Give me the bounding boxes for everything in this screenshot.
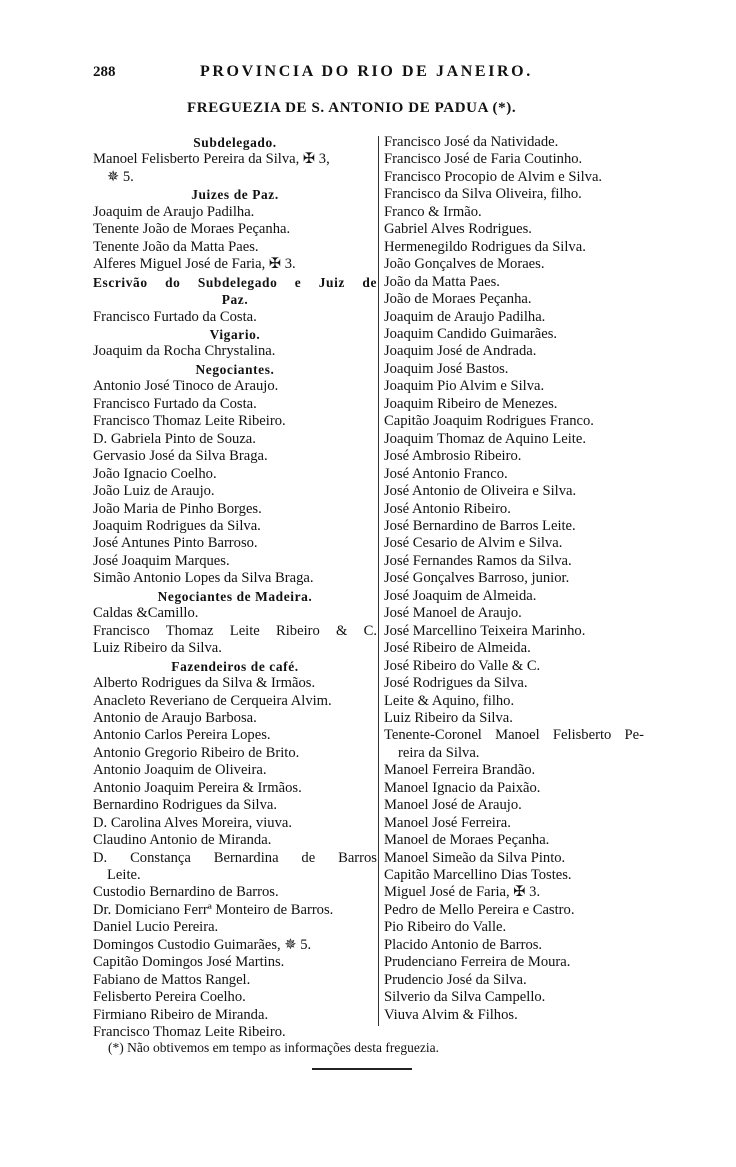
list-item: Capitão Joaquim Rodrigues Franco. xyxy=(384,413,594,430)
list-item: José Antonio de Oliveira e Silva. xyxy=(384,483,577,500)
end-rule xyxy=(312,1068,412,1070)
list-item: Tenente João de Moraes Peçanha. xyxy=(93,221,291,238)
list-item: Francisco Thomaz Leite Ribeiro. xyxy=(93,413,286,430)
list-item: José Joaquim Marques. xyxy=(93,552,230,569)
list-item: Antonio José Tinoco de Araujo. xyxy=(93,378,279,395)
list-item: ✵ 5. xyxy=(107,168,134,185)
list-item: Joaquim Candido Guimarães. xyxy=(384,325,558,342)
list-item: João Maria de Pinho Borges. xyxy=(93,500,262,517)
list-item: Joaquim Thomaz de Aquino Leite. xyxy=(384,430,586,447)
list-item: José Cesario de Alvim e Silva. xyxy=(384,535,563,552)
list-item: Fabiano de Mattos Rangel. xyxy=(93,971,251,988)
list-item: João Ignacio Coelho. xyxy=(93,465,217,482)
list-item: Franco & Irmão. xyxy=(384,203,482,220)
list-item: Custodio Bernardino de Barros. xyxy=(93,884,279,901)
list-item: José Fernandes Ramos da Silva. xyxy=(384,552,572,569)
list-item: José Gonçalves Barroso, junior. xyxy=(384,570,570,587)
list-item: Francisco Thomaz Leite Ribeiro & C. xyxy=(93,622,377,639)
list-item: Capitão Domingos José Martins. xyxy=(93,954,285,971)
list-item: Prudencio José da Silva. xyxy=(384,971,527,988)
list-item: Capitão Marcellino Dias Tostes. xyxy=(384,867,572,884)
section-title: FREGUEZIA DE S. ANTONIO DE PADUA (*). xyxy=(187,100,517,116)
list-item: Manoel José de Araujo. xyxy=(384,797,522,814)
list-item: João Luiz de Araujo. xyxy=(93,483,215,500)
section-heading: Paz. xyxy=(221,292,249,308)
section-heading: Vigario. xyxy=(209,326,261,342)
list-item: Claudino Antonio de Miranda. xyxy=(93,832,272,849)
list-item: José Manoel de Araujo. xyxy=(384,605,522,622)
list-item: Hermenegildo Rodrigues da Silva. xyxy=(384,238,586,255)
list-item: José Ribeiro de Almeida. xyxy=(384,640,531,657)
list-item: Joaquim da Rocha Chrystalina. xyxy=(93,343,276,360)
list-item: Prudenciano Ferreira de Moura. xyxy=(384,954,571,971)
list-item: Placido Antonio de Barros. xyxy=(384,936,543,953)
list-item: Tenente-Coronel Manoel Felisberto Pe- xyxy=(384,727,644,744)
list-item: Antonio Gregorio Ribeiro de Brito. xyxy=(93,744,300,761)
list-item: João Gonçalves de Moraes. xyxy=(384,256,545,273)
list-item: José Bernardino de Barros Leite. xyxy=(384,517,576,534)
list-item: Antonio de Araujo Barbosa. xyxy=(93,709,257,726)
list-item: Joaquim Rodrigues da Silva. xyxy=(93,517,261,534)
list-item: D. Constança Bernardina de Barros xyxy=(93,849,377,866)
list-item: Joaquim de Araujo Padilha. xyxy=(384,308,546,325)
list-item: José Marcellino Teixeira Marinho. xyxy=(384,622,586,639)
list-item: Antonio Joaquim de Oliveira. xyxy=(93,762,267,779)
list-item: Joaquim José Bastos. xyxy=(384,360,509,377)
list-item: Joaquim José de Andrada. xyxy=(384,343,537,360)
list-item: Francisco José de Faria Coutinho. xyxy=(384,151,583,168)
list-item: Dr. Domiciano Ferrª Monteiro de Barros. xyxy=(93,901,334,918)
list-item: Luiz Ribeiro da Silva. xyxy=(384,709,513,726)
list-item: Leite & Aquino, filho. xyxy=(384,692,515,709)
list-item: Manoel Ignacio da Paixão. xyxy=(384,779,541,796)
list-item: Francisco da Silva Oliveira, filho. xyxy=(384,186,582,203)
section-heading: Fazendeiros de café. xyxy=(171,658,299,674)
list-item: Firmiano Ribeiro de Miranda. xyxy=(93,1006,269,1023)
list-item: Bernardino Rodrigues da Silva. xyxy=(93,797,278,814)
list-item: Pio Ribeiro do Valle. xyxy=(384,919,507,936)
list-item: Antonio Joaquim Pereira & Irmãos. xyxy=(93,779,302,796)
list-item: Luiz Ribeiro da Silva. xyxy=(93,640,222,657)
footnote: (*) Não obtivemos em tempo as informações desta freguezia. xyxy=(108,1040,440,1055)
list-item: Tenente João da Matta Paes. xyxy=(93,238,259,255)
list-item: Francisco Thomaz Leite Ribeiro. xyxy=(93,1024,286,1041)
list-item: Joaquim Ribeiro de Menezes. xyxy=(384,395,558,412)
list-item: Alferes Miguel José de Faria, ✠ 3. xyxy=(93,256,296,273)
list-item: Silverio da Silva Campello. xyxy=(384,989,546,1006)
list-item: Alberto Rodrigues da Silva & Irmãos. xyxy=(93,675,316,692)
list-item: Joaquim de Araujo Padilha. xyxy=(93,203,255,220)
list-item: José Antonio Franco. xyxy=(384,465,508,482)
list-item: reira da Silva. xyxy=(398,744,480,761)
list-item: Manoel de Moraes Peçanha. xyxy=(384,832,550,849)
list-item: Leite. xyxy=(107,867,141,884)
list-item: João de Moraes Peçanha. xyxy=(384,291,532,308)
list-item: Manoel José Ferreira. xyxy=(384,814,511,831)
section-heading: Escrivão do Subdelegado e Juiz de xyxy=(93,274,377,290)
list-item: José Joaquim de Almeida. xyxy=(384,587,537,604)
section-heading: Juizes de Paz. xyxy=(191,187,279,203)
list-item: D. Carolina Alves Moreira, viuva. xyxy=(93,814,292,831)
list-item: Manoel Ferreira Brandão. xyxy=(384,762,536,779)
list-item: José Antonio Ribeiro. xyxy=(384,500,511,517)
list-item: Francisco Furtado da Costa. xyxy=(93,308,257,325)
list-item: Manoel Felisberto Pereira da Silva, ✠ 3, xyxy=(93,151,330,168)
section-heading: Negociantes de Madeira. xyxy=(157,588,313,604)
list-item: D. Gabriela Pinto de Souza. xyxy=(93,430,256,447)
list-item: José Antunes Pinto Barroso. xyxy=(93,535,258,552)
section-heading: Negociantes. xyxy=(195,361,275,377)
column-divider xyxy=(378,136,379,1026)
list-item: Francisco José da Natividade. xyxy=(384,134,559,150)
list-item: Joaquim Pio Alvim e Silva. xyxy=(384,378,545,395)
list-item: Domingos Custodio Guimarães, ✵ 5. xyxy=(93,936,312,953)
list-item: Anacleto Reveriano de Cerqueira Alvim. xyxy=(93,692,332,709)
list-item: Gabriel Alves Rodrigues. xyxy=(384,221,532,238)
running-title: PROVINCIA DO RIO DE JANEIRO. xyxy=(200,63,533,80)
list-item: José Rodrigues da Silva. xyxy=(384,675,528,692)
list-item: Viuva Alvim & Filhos. xyxy=(384,1006,518,1023)
list-item: Felisberto Pereira Coelho. xyxy=(93,989,246,1006)
list-item: José Ribeiro do Valle & C. xyxy=(384,657,541,674)
list-item: Francisco Furtado da Costa. xyxy=(93,395,257,412)
list-item: Antonio Carlos Pereira Lopes. xyxy=(93,727,271,744)
right-column xyxy=(384,134,644,1024)
list-item: João da Matta Paes. xyxy=(384,273,500,290)
list-item: Francisco Procopio de Alvim e Silva. xyxy=(384,168,603,185)
page-number: 288 xyxy=(93,64,116,80)
section-heading: Subdelegado. xyxy=(193,135,277,150)
list-item: Pedro de Mello Pereira e Castro. xyxy=(384,901,575,918)
list-item: Gervasio José da Silva Braga. xyxy=(93,448,268,465)
list-item: José Ambrosio Ribeiro. xyxy=(384,448,522,465)
list-item: Miguel José de Faria, ✠ 3. xyxy=(384,884,541,901)
list-item: Manoel Simeão da Silva Pinto. xyxy=(384,849,566,866)
list-item: Daniel Lucio Pereira. xyxy=(93,919,219,936)
list-item: Simão Antonio Lopes da Silva Braga. xyxy=(93,570,314,587)
list-item: Caldas &Camillo. xyxy=(93,605,199,622)
left-column xyxy=(93,134,377,1042)
